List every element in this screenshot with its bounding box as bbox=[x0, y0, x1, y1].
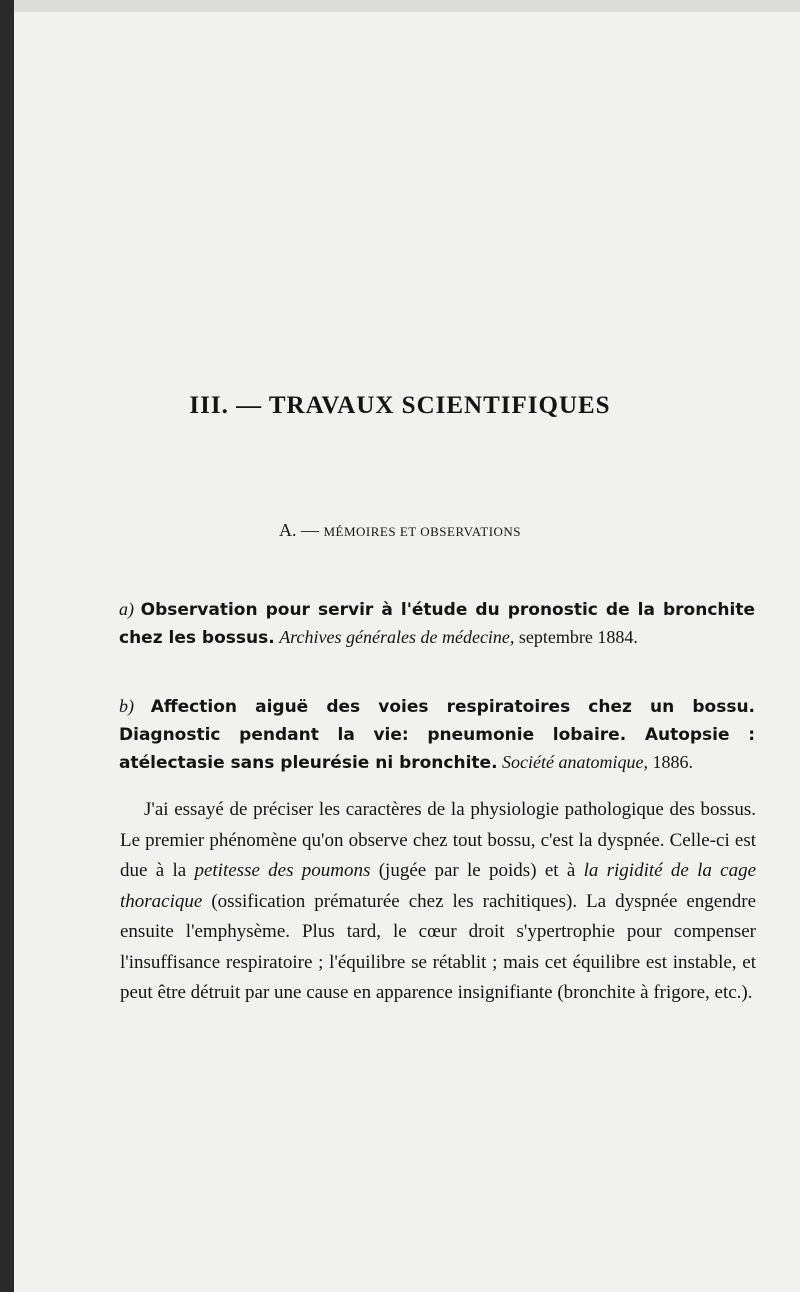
entry-title: Affection aiguë des voies respiratoires chez un bossu. Diagnostic pendant la vie: pneumonie lobaire. Autopsie : atélectasie sans pleurésie ni bronchite. bbox=[119, 697, 756, 773]
paragraph-text-1: J'ai essayé de préciser les caractères de la physiologie pathologique des bossus. Le premier phénomène qu'on observe chez tout bossu, c'est la dyspnée. Celle-ci est due à la bbox=[120, 799, 756, 881]
body-paragraph bbox=[120, 795, 756, 1009]
bibliography-entry-a bbox=[119, 596, 755, 652]
paragraph-italic-1: petitesse des poumons bbox=[194, 860, 371, 881]
entry-journal: Société anatomique, bbox=[502, 752, 648, 772]
entry-journal: Archives générales de médecine, bbox=[279, 627, 515, 647]
entry-marker: b) bbox=[119, 696, 134, 716]
entry-title: Observation pour servir à l'étude du pronostic de la bronchite chez les bossus. bbox=[119, 600, 755, 648]
paragraph-text-2: (jugée par le poids) et à bbox=[378, 860, 576, 881]
subsection-letter: A. — bbox=[278, 520, 319, 540]
entry-date: septembre 1884. bbox=[518, 627, 638, 647]
paragraph-italic-2: la rigidité de la cage thoracique bbox=[120, 860, 757, 912]
entry-marker: a) bbox=[119, 599, 134, 619]
section-title: III. — TRAVAUX SCIENTIFIQUES bbox=[189, 392, 611, 419]
entry-date: 1886. bbox=[652, 752, 693, 772]
subsection-title: MÉMOIRES ET OBSERVATIONS bbox=[323, 524, 522, 539]
page-top-edge bbox=[14, 0, 800, 12]
bibliography-entry-b bbox=[119, 693, 755, 777]
subsection-heading bbox=[0, 520, 800, 541]
paragraph-text-3: (ossification prématurée chez les rachitiques). La dyspnée engendre ensuite l'emphysème. Plus tard, le cœur droit s'ypertrophie pour compenser l'insuffisance respiratoire ; l'équilibre se rétablit ; mais cet équilibre est instable, et peut être détruit par une cause en apparence insignifiante (bronchite à frigore, etc.). bbox=[120, 890, 757, 1003]
